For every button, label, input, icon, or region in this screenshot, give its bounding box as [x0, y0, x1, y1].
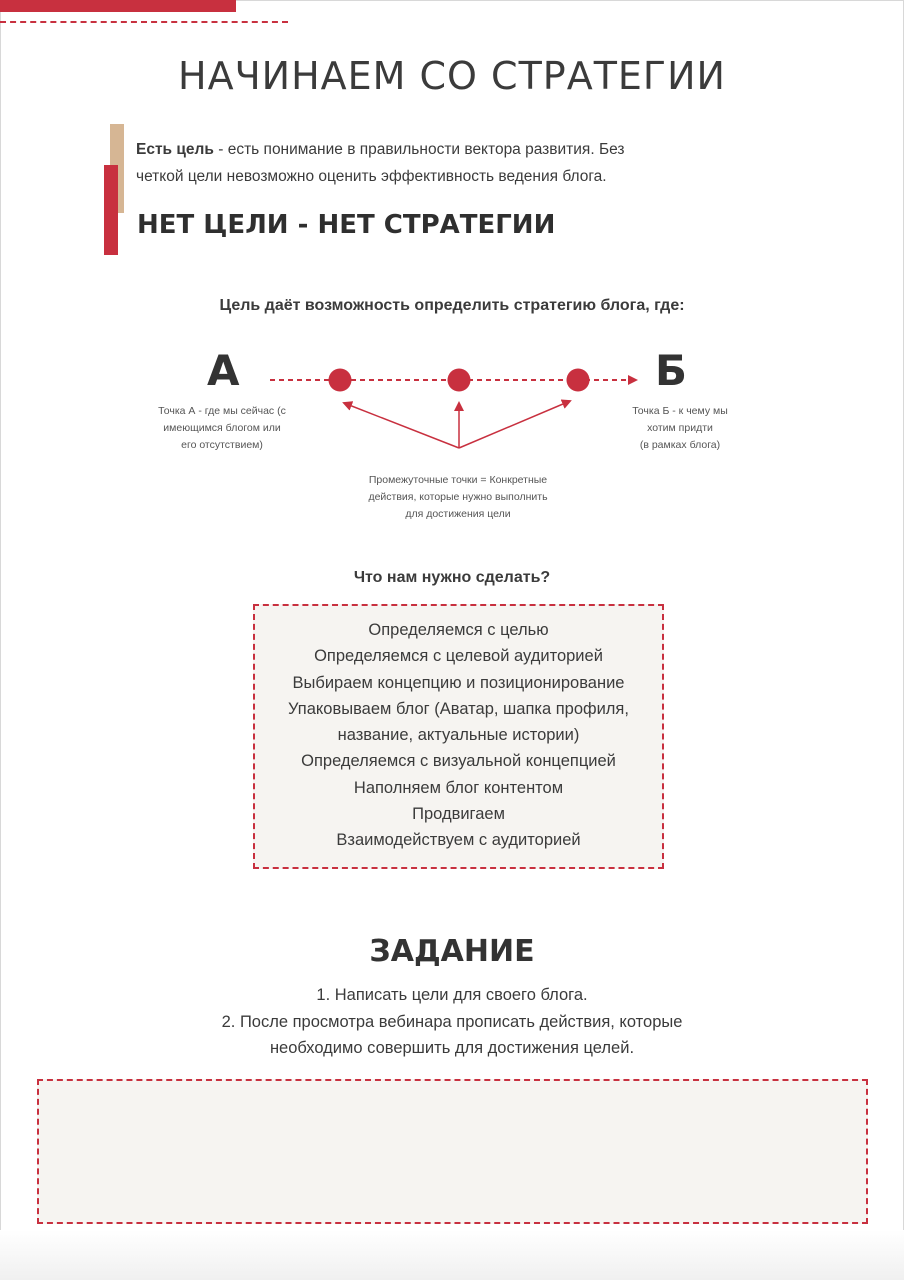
task-line-1: 1. Написать цели для своего блога. — [316, 986, 588, 1004]
top-dashed-line — [0, 21, 288, 23]
pointer-arrow-left — [344, 403, 459, 448]
todo-box — [253, 604, 664, 869]
point-a-caption: Точка А - где мы сейчас (с имеющимся блогом или его отсутствием) — [158, 405, 286, 451]
strategy-diagram — [0, 340, 904, 460]
intermediate-point-1 — [329, 369, 352, 392]
todo-item: Выбираем концепцию и позиционирование — [292, 673, 625, 692]
intro-bold-term: Есть цель — [136, 141, 214, 158]
todo-item: Определяемся с целью — [368, 621, 549, 639]
task-instructions — [0, 982, 904, 1062]
section-subtitle: НЕТ ЦЕЛИ - НЕТ СТРАТЕГИИ — [137, 210, 556, 240]
point-a-letter: А — [207, 346, 240, 395]
point-b-caption: Точка Б - к чему мы хотим придти (в рамках блога) — [632, 405, 728, 451]
intermediate-point-2 — [448, 369, 471, 392]
intro-line-1-rest: - есть понимание в правильности вектора развития. Без — [213, 141, 625, 158]
todo-heading: Что нам нужно сделать? — [353, 569, 551, 586]
todo-list — [255, 617, 662, 854]
point-b-letter: Б — [655, 346, 688, 395]
todo-item: название, актуальные истории) — [337, 726, 580, 745]
task-line-3: необходимо совершить для достижения целей. — [269, 1039, 635, 1057]
page-title: НАЧИНАЕМ СО СТРАТЕГИИ — [178, 54, 726, 98]
intermediate-points-caption: Промежуточные точки = Конкретные действия, которые нужно выполнить для достижения цели — [368, 474, 548, 520]
intro-line-1 — [136, 136, 696, 163]
intermediate-point-3 — [567, 369, 590, 392]
todo-item: Определяемся с визуальной концепцией — [301, 752, 616, 771]
todo-item: Взаимодействуем с аудиторией — [336, 831, 581, 850]
top-accent-bar — [0, 0, 236, 12]
todo-item: Продвигаем — [412, 805, 505, 824]
todo-item: Наполняем блог контентом — [353, 778, 564, 797]
intro-line-2: четкой цели невозможно оценить эффективность ведения блога. — [136, 168, 607, 185]
bottom-fade — [0, 1230, 904, 1280]
accent-bar-red — [104, 165, 118, 255]
intro-paragraph — [136, 136, 696, 190]
task-title: ЗАДАНИЕ — [369, 934, 535, 969]
todo-item: Упаковываем блог (Аватар, шапка профиля, — [288, 699, 629, 718]
pointer-arrow-right — [459, 401, 570, 448]
todo-item: Определяемся с целевой аудиторией — [314, 647, 603, 666]
diagram-lead-text: Цель даёт возможность определить стратегию блога, где: — [219, 297, 685, 314]
answer-box[interactable] — [37, 1079, 868, 1224]
task-line-2: 2. После просмотра вебинара прописать действия, которые — [221, 1012, 683, 1031]
